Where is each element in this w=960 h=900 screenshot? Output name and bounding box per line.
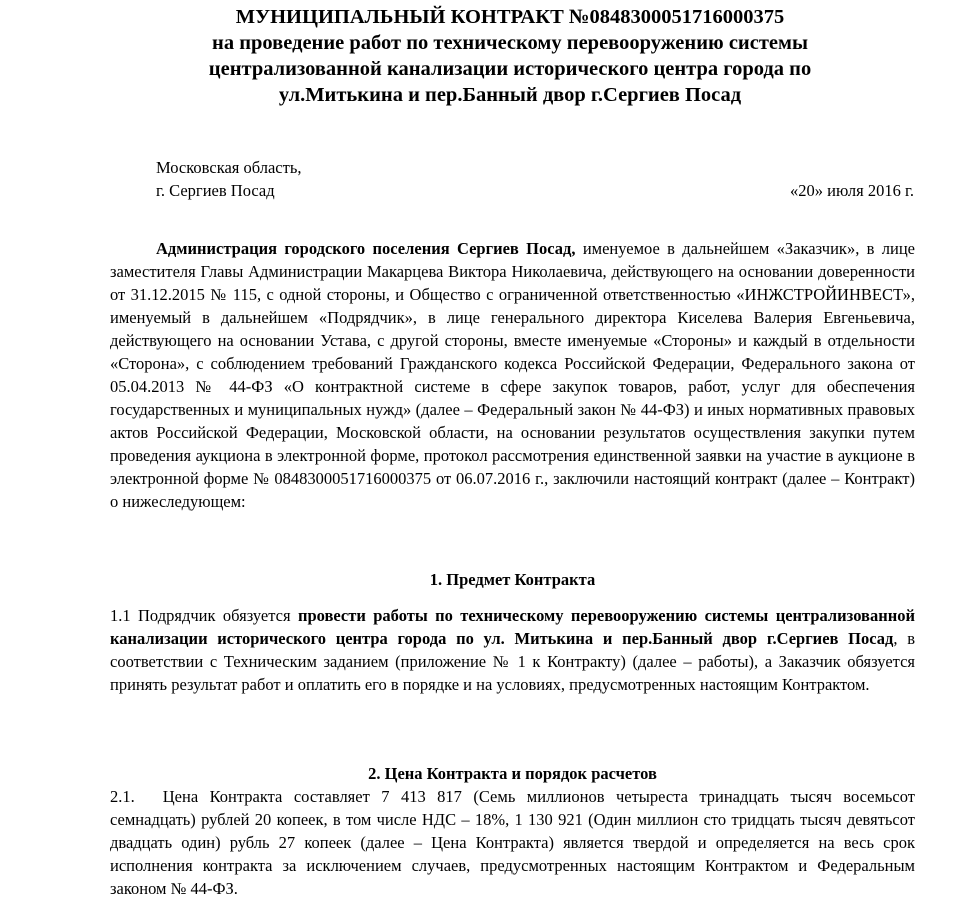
title-line-3: централизованной канализации исторического центра города по [208,58,812,80]
clause-2-1-text: Цена Контракта составляет 7 413 817 (Семь миллионов четыреста тринадцать тысяч восемьсот семнадцать) рублей 20 копеек, в том числе НДС – 18%, 1 130 921 (Один миллион сто тридцать тысяч девятьсот двадцать один) рубль 27 копеек (далее – Цена Контракта) является твердой и определяется на весь срок исполнения контракта за исключением случаев, предусмотренных настоящим Контрактом и Федеральным законом № 44-ФЗ. [110,787,915,898]
preamble-paragraph [110,237,915,513]
clause-1-1 [110,604,915,696]
title-line-1: МУНИЦИПАЛЬНЫЙ КОНТРАКТ №0848300051716000375 [235,6,785,28]
clause-2-1 [110,785,915,900]
clause-1-1-suffix: , в соответствии с Техническим заданием (приложение № 1 к Контракту) (далее – работы), а Заказчик обязуется принять результат работ и оплатить его в порядке и на условиях, предусмотренных настоящим Контрактом. [110,629,915,694]
clause-1-1-subject: провести работы по техническому перевооружению системы централизованной канализации исторического центра города по ул. Митькина и пер.Банный двор г.Сергиев Посад [110,606,915,648]
title-line-4: ул.Митькина и пер.Банный двор г.Сергиев Посад [278,84,742,106]
contract-place [156,156,301,202]
preamble-text: именуемое в дальнейшем «Заказчик», в лице заместителя Главы Администрации Макарцева Виктора Николаевича, действующего на основании доверенности от 31.12.2015 № 115, с одной стороны, и Общество с ограниченной ответственностью «ИНЖСТРОЙИНВЕСТ», именуемый в дальнейшем «Подрядчик», в лице генерального директора Киселева Валерия Евгеньевича, действующего на основании Устава, с другой стороны, вместе именуемые «Стороны» и каждый в отдельности «Сторона», с соблюдением требований Гражданского кодекса Российской Федерации, Федерального закона от 05.04.2013 № 44-ФЗ «О контрактной системе в сфере закупок товаров, работ, услуг для обеспечения государственных и муниципальных нужд» (далее – Федеральный закон № 44-ФЗ) и иных нормативных правовых актов Российской Федерации, Московской области, на основании результатов осуществления закупки путем проведения аукциона в электронной форме, протокол рассмотрения единственной заявки на участие в аукционе в электронной форме № 0848300051716000375 от 06.07.2016 г., заключили настоящий контракт (далее – Контракт) о нижеследующем: [110,239,915,511]
contract-date: «20» июля 2016 г. [790,181,914,200]
clause-1-1-prefix: 1.1 Подрядчик обязуется [110,606,298,625]
section-1-heading: 1. Предмет Контракта [429,570,596,589]
customer-party-name: Администрация городского поселения Сергиев Посад, [156,239,576,258]
section-2-heading: 2. Цена Контракта и порядок расчетов [368,764,657,783]
place-city: г. Сергиев Посад [156,181,275,200]
clause-2-1-number: 2.1. [110,787,135,806]
place-region: Московская область, [156,158,302,177]
contract-title [60,4,960,108]
title-line-2: на проведение работ по техническому перевооружению системы [212,32,808,54]
